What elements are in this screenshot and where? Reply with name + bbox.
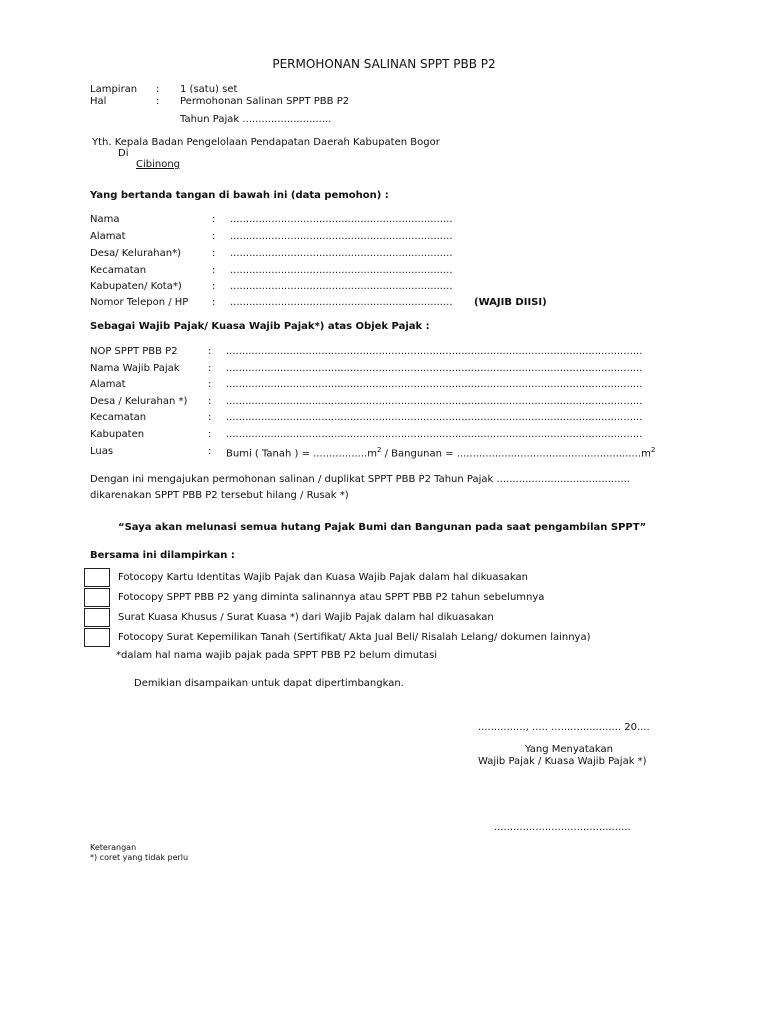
field-value[interactable]: ................................................................................................................................... [226,379,643,390]
luas-label: Luas [90,446,114,457]
keterangan-label: Keterangan [90,843,137,852]
field-label: Nama [90,214,120,225]
field-value[interactable]: ................................................................................................................................... [226,412,643,423]
field-label: Kabupaten [90,429,145,440]
statement-quote: “Saya akan melunasi semua hutang Pajak Bumi dan Bangunan pada saat pengambilan SPPT” [118,522,647,533]
attachment-checkbox[interactable] [84,608,110,627]
field-value[interactable]: ................................................................................................................................... [226,396,643,407]
luas-bangunan[interactable]: / Bangunan = ..........................................................m [381,448,651,460]
field-colon: : [212,214,216,225]
tahun-pajak: Tahun Pajak ............................ [180,114,332,125]
luas-value[interactable] [226,446,655,459]
signature-line-2: Wajib Pajak / Kuasa Wajib Pajak *) [478,756,647,767]
field-value[interactable]: ...................................................................... [230,265,453,276]
wajib-diisi-label: (WAJIB DIISI) [474,297,547,308]
field-value[interactable]: ................................................................................................................................... [226,429,643,440]
field-colon: : [212,297,216,308]
attachments-heading: Bersama ini dilampirkan : [90,550,235,561]
field-label: Kabupaten/ Kota*) [90,281,182,292]
lampiran-label: Lampiran [90,84,138,95]
field-value[interactable]: ...................................................................... [230,214,453,225]
field-value[interactable]: ................................................................................................................................... [226,363,643,374]
signature-line-1: Yang Menyatakan [525,744,614,755]
field-label: Desa / Kelurahan *) [90,396,188,407]
attachment-note: *dalam hal nama wajib pajak pada SPPT PBB P2 belum dimutasi [116,650,438,661]
request-line-2: dikarenakan SPPT PBB P2 tersebut hilang / Rusak *) [90,490,349,501]
field-label: Desa/ Kelurahan*) [90,248,182,259]
signature-blank[interactable]: ........................................... [494,822,631,833]
field-colon: : [208,429,212,440]
attachment-label: Fotocopy Surat Kepemilikan Tanah (Sertifikat/ Akta Jual Beli/ Risalah Lelang/ dokumen lainnya) [118,632,591,643]
field-value[interactable]: ...................................................................... [230,281,453,292]
attachment-checkbox[interactable] [84,568,110,587]
applicant-heading: Yang bertanda tangan di bawah ini (data pemohon) : [90,190,389,201]
field-label: Alamat [90,231,126,242]
field-colon: : [212,231,216,242]
attachment-checkbox[interactable] [84,628,110,647]
lampiran-value: 1 (satu) set [180,84,238,95]
field-colon: : [208,446,212,457]
hal-value: Permohonan Salinan SPPT PBB P2 [180,96,350,107]
field-label: Kecamatan [90,265,147,276]
field-colon: : [208,346,212,357]
object-heading: Sebagai Wajib Pajak/ Kuasa Wajib Pajak*) atas Objek Pajak : [90,321,430,332]
field-colon: : [212,265,216,276]
field-value[interactable]: ...................................................................... [230,297,453,308]
field-colon: : [208,412,212,423]
hal-colon: : [156,96,160,107]
field-colon: : [208,379,212,390]
field-value[interactable]: ................................................................................................................................... [226,346,643,357]
attachment-label: Fotocopy Kartu Identitas Wajib Pajak dan Kuasa Wajib Pajak dalam hal dikuasakan [118,572,528,583]
attachment-checkbox[interactable] [84,588,110,607]
field-label: NOP SPPT PBB P2 [90,346,178,357]
field-label: Nama Wajib Pajak [90,363,180,374]
attachment-label: Surat Kuasa Khusus / Surat Kuasa *) dari Wajib Pajak dalam hal dikuasakan [118,612,494,623]
luas-bumi[interactable]: Bumi ( Tanah ) = .................m [226,448,377,460]
addressee-line-2: Di [118,148,129,159]
field-value[interactable]: ...................................................................... [230,248,453,259]
hal-label: Hal [90,96,107,107]
addressee-line-1: Yth. Kepala Badan Pengelolaan Pendapatan Daerah Kabupaten Bogor [92,137,440,148]
field-value[interactable]: ...................................................................... [230,231,453,242]
keterangan-note: *) coret yang tidak perlu [90,853,189,862]
field-colon: : [208,363,212,374]
field-colon: : [212,248,216,259]
lampiran-colon: : [156,84,160,95]
field-label: Alamat [90,379,126,390]
attachment-label: Fotocopy SPPT PBB P2 yang diminta salinannya atau SPPT PBB P2 tahun sebelumnya [118,592,545,603]
request-line-1: Dengan ini mengajukan permohonan salinan / duplikat SPPT PBB P2 Tahun Pajak .......................................... [90,474,630,485]
page-title: PERMOHONAN SALINAN SPPT PBB P2 [272,57,496,71]
field-colon: : [212,281,216,292]
addressee-line-3: Cibinong [136,159,181,170]
superscript: 2 [376,446,382,454]
field-label: Kecamatan [90,412,147,423]
superscript: 2 [650,446,656,454]
signature-date[interactable]: ..............., ..... ...................... 20.... [478,722,650,733]
field-label: Nomor Telepon / HP [90,297,189,308]
field-colon: : [208,396,212,407]
closing-text: Demikian disampaikan untuk dapat dipertimbangkan. [134,678,404,689]
